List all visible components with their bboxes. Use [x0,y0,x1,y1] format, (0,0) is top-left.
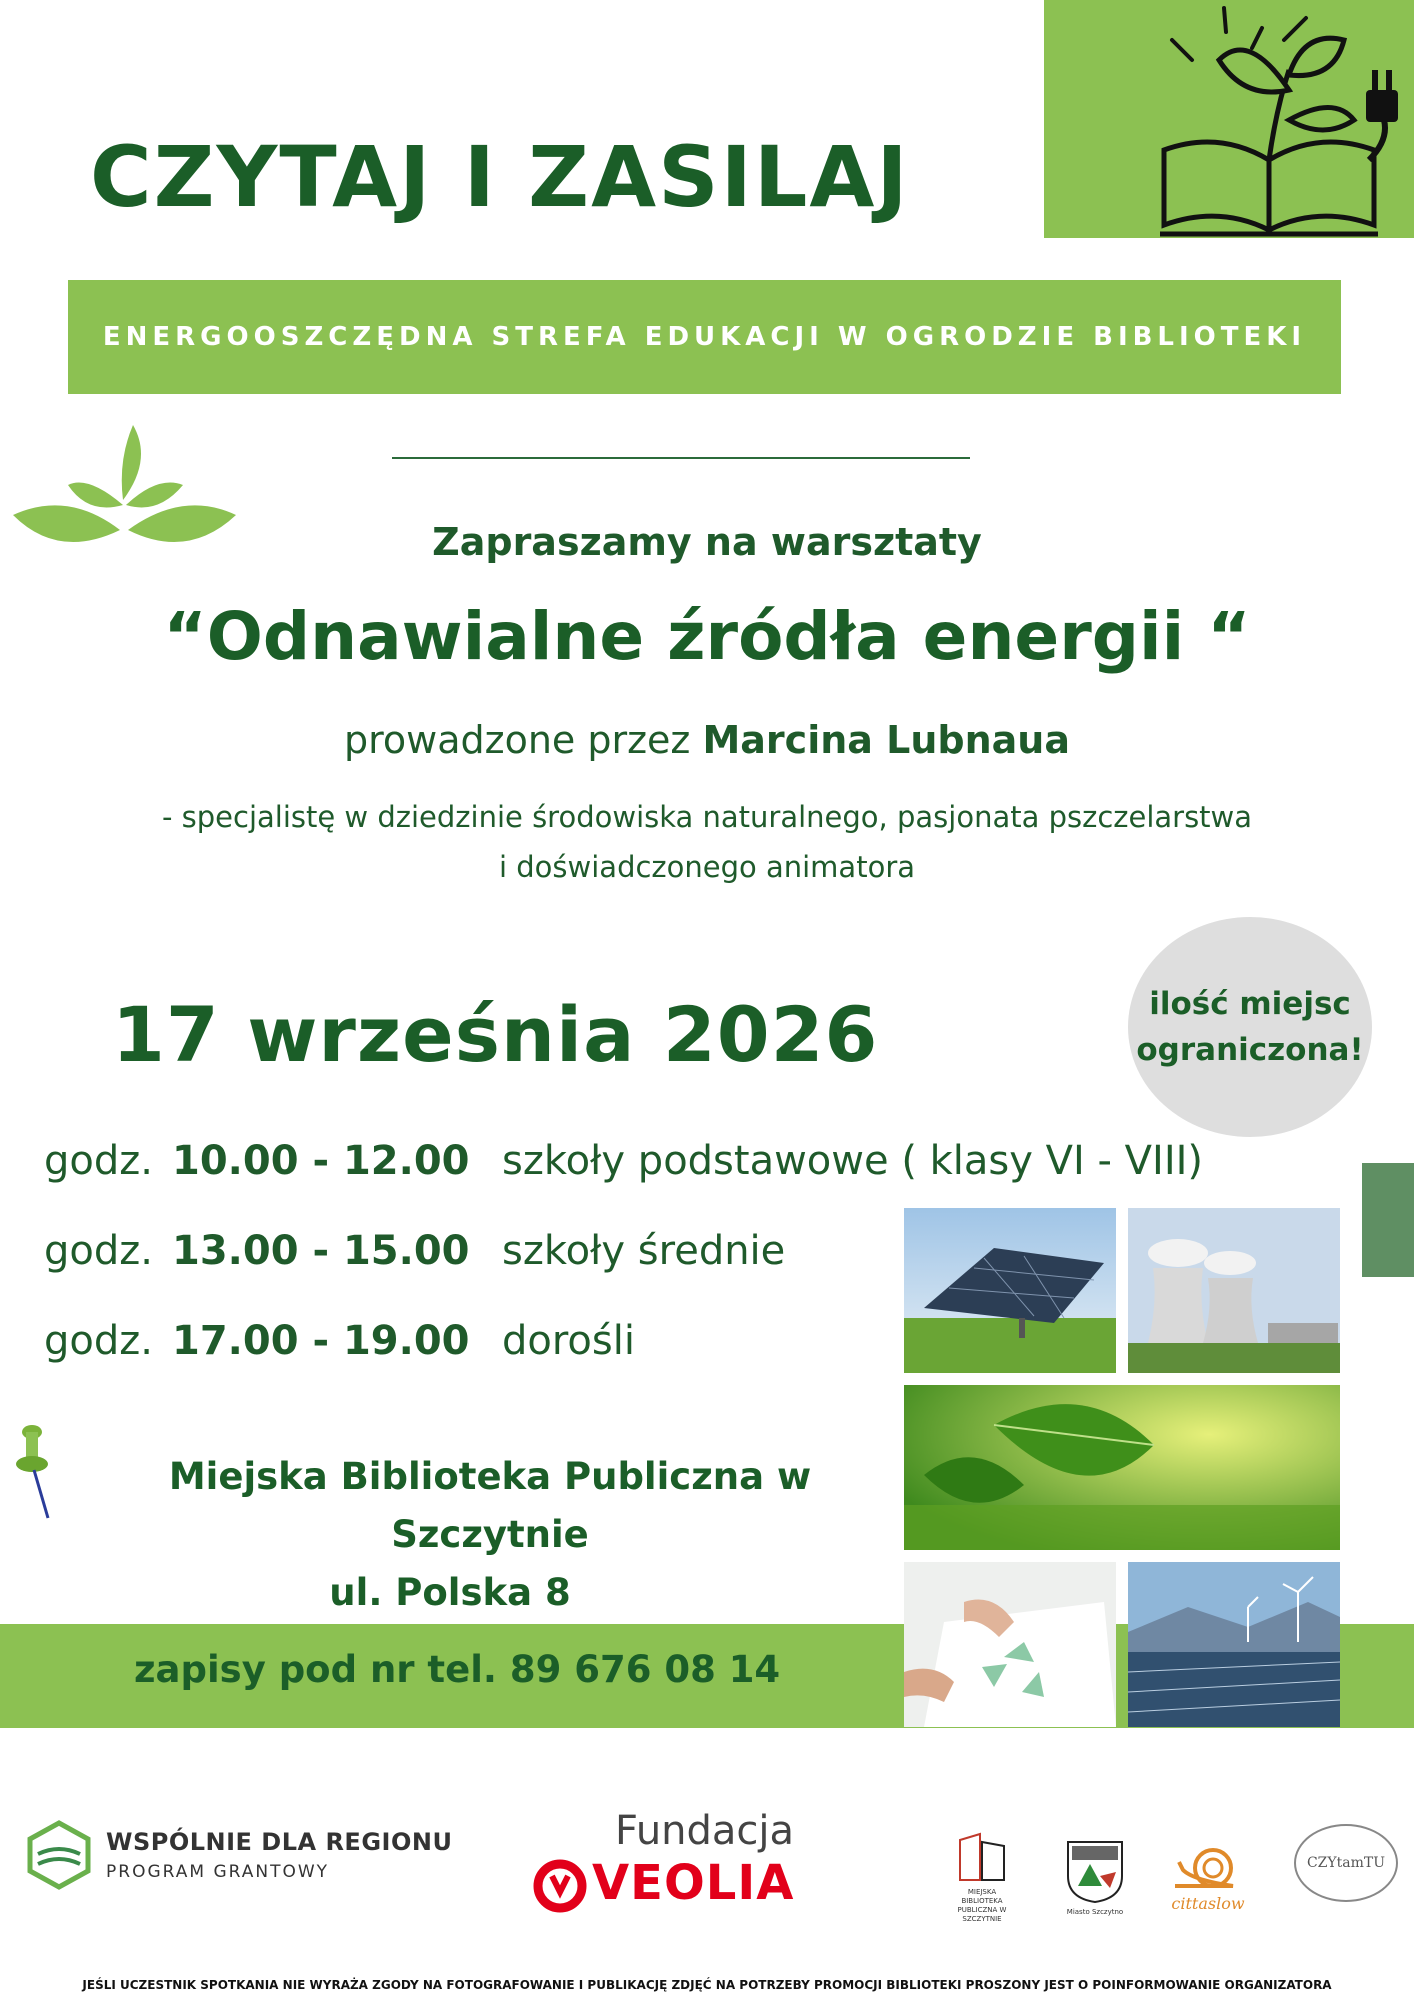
session-hours: 13.00 - 15.00 [172,1228,470,1274]
session-audience: dorośli [502,1318,635,1364]
wind-solar-farm-photo [1128,1562,1340,1727]
invitation-intro: Zapraszamy na warsztaty [432,520,982,564]
registration-phone: zapisy pod nr tel. 89 676 08 14 [134,1648,781,1691]
session-audience: szkoły średnie [502,1228,786,1274]
cittaslow-text: cittaslow [1171,1894,1245,1913]
session-label: godz. [44,1228,153,1274]
limited-seats-badge [1128,917,1372,1137]
host-description-line2: i doświadczonego animatora [498,850,916,884]
wdr-subtitle: PROGRAM GRANTOWY [106,1862,330,1882]
veolia-wordmark: VEOLIA [592,1855,795,1911]
coat-of-arms-icon [1060,1836,1130,1904]
session-audience: szkoły podstawowe ( klasy VI - VIII) [502,1138,1204,1184]
photo-consent-notice: JEŚLI UCZESTNIK SPOTKANIA NIE WYRAŻA ZGODY NA FOTOGRAFOWANIE I PUBLIKACJĘ ZDJĘĆ NA POTRZEBY PROMOCJI BIBLIOTEKI PROSZONY JEST O POINFORMOWANIE ORGANIZATORA [82,1978,1332,1992]
library-logo-text: MIEJSKA BIBLIOTEKA PUBLICZNA W SZCZYTNIE [957,1888,1007,1923]
solar-panels-photo [904,1208,1116,1373]
szczytno-coat-of-arms [1060,1836,1130,1917]
wdr-hexagon-icon [24,1820,94,1890]
led-by-line [0,718,1414,762]
session-label: godz. [44,1138,153,1184]
subtitle-band [68,280,1341,394]
session-row [44,1138,1203,1184]
session-label: godz. [44,1318,153,1364]
city-logo-text: Miasto Szczytno [1066,1908,1124,1916]
wspolnie-dla-regionu-logo [24,1820,452,1890]
book-plant-plug-icon [1044,0,1414,238]
led-by-prefix: prowadzone przez [343,718,703,762]
library-logo [952,1832,1012,1924]
event-date: 17 września 2026 [112,990,879,1079]
czytamtu-text: CZYtamTU [1306,1855,1386,1871]
badge-line2: ograniczona! [1136,1032,1364,1068]
poster-title: CZYTAJ I ZASILAJ [90,128,910,226]
snail-icon [1173,1840,1243,1890]
session-row [44,1228,785,1274]
divider-line [392,457,970,459]
library-book-icon [952,1832,1012,1884]
session-row [44,1318,635,1364]
czytamtu-logo [1294,1824,1398,1902]
veolia-icon [532,1858,588,1918]
workshop-title: “Odnawialne źródła energii “ [163,598,1251,675]
book-plant-logo-panel [1044,0,1414,238]
subtitle-text: ENERGOOSZCZĘDNA STREFA EDUKACJI W OGRODZIE BIBLIOTEKI [102,322,1307,352]
host-name: Marcina Lubnaua [702,718,1070,762]
library-address: ul. Polska 8 [329,1571,571,1614]
session-hours: 10.00 - 12.00 [172,1138,470,1184]
power-plant-photo [1128,1208,1340,1373]
wdr-title: WSPÓLNIE DLA REGIONU [106,1828,453,1856]
recycling-document-photo [904,1562,1116,1727]
session-hours: 17.00 - 19.00 [172,1318,470,1364]
badge-line1: ilość miejsc [1149,986,1351,1022]
host-description-line1: - specjalistę w dziedzinie środowiska naturalnego, pasjonata pszczelarstwa [161,800,1253,834]
host-description [0,792,1414,892]
side-accent-tab [1362,1163,1414,1277]
library-name: Miejska Biblioteka Publiczna w Szczytnie [168,1455,812,1556]
fundacja-label: Fundacja [615,1808,795,1854]
location-block [0,1448,900,1622]
green-leaf-water-photo [904,1385,1340,1550]
cittaslow-logo [1162,1840,1254,1913]
